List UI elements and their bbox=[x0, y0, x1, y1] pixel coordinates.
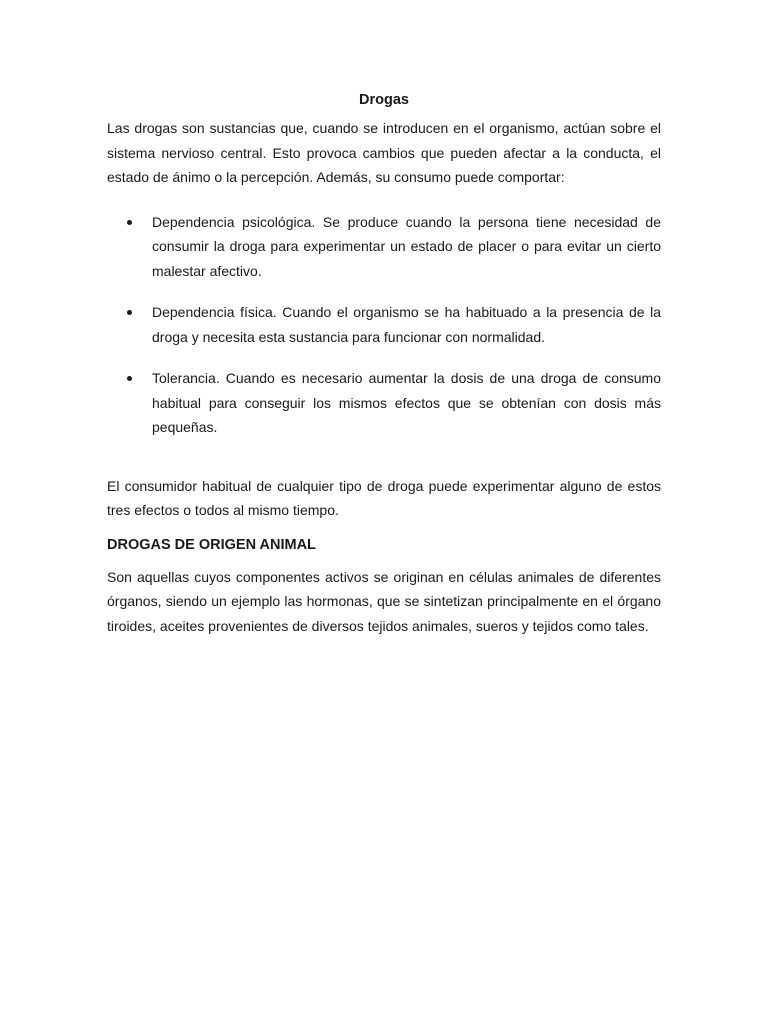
list-item bbox=[107, 300, 661, 349]
list-item bbox=[107, 210, 661, 284]
list-item-text: Dependencia física. Cuando el organismo se ha habituado a la presencia de la droga y necesita esta sustancia para funcionar con normalidad. bbox=[152, 304, 661, 345]
summary-paragraph: El consumidor habitual de cualquier tipo de droga puede experimentar alguno de estos tres efectos o todos al mismo tiempo. bbox=[107, 477, 661, 518]
bullet-icon bbox=[127, 220, 132, 225]
bullet-icon bbox=[127, 376, 132, 381]
list-item bbox=[107, 366, 661, 440]
bullet-icon bbox=[127, 310, 132, 315]
intro-paragraph: Las drogas son sustancias que, cuando se introducen en el organismo, actúan sobre el sistema nervioso central. Esto provoca cambios que pueden afectar a la conducta, el estado de ánimo o la percepción. Además, su consumo puede comportar: bbox=[107, 120, 661, 185]
list-item-text: Dependencia psicológica. Se produce cuando la persona tiene necesidad de consumir la droga para experimentar un estado de placer o para evitar un cierto malestar afectivo. bbox=[152, 213, 661, 279]
list-item-text: Tolerancia. Cuando es necesario aumentar la dosis de una droga de consumo habitual para conseguir los mismos efectos que se obtenían con dosis más pequeñas. bbox=[152, 370, 661, 435]
section-paragraph: Son aquellas cuyos componentes activos se originan en células animales de diferentes órganos, siendo un ejemplo las hormonas, que se sintetizan principalmente en el órgano tiroides, aceites provenientes de diversos tejidos animales, sueros y tejidos como tales. bbox=[107, 568, 661, 634]
section-heading: DROGAS DE ORIGEN ANIMAL bbox=[107, 536, 316, 553]
document-title: Drogas bbox=[359, 92, 409, 108]
effects-list bbox=[107, 210, 661, 440]
